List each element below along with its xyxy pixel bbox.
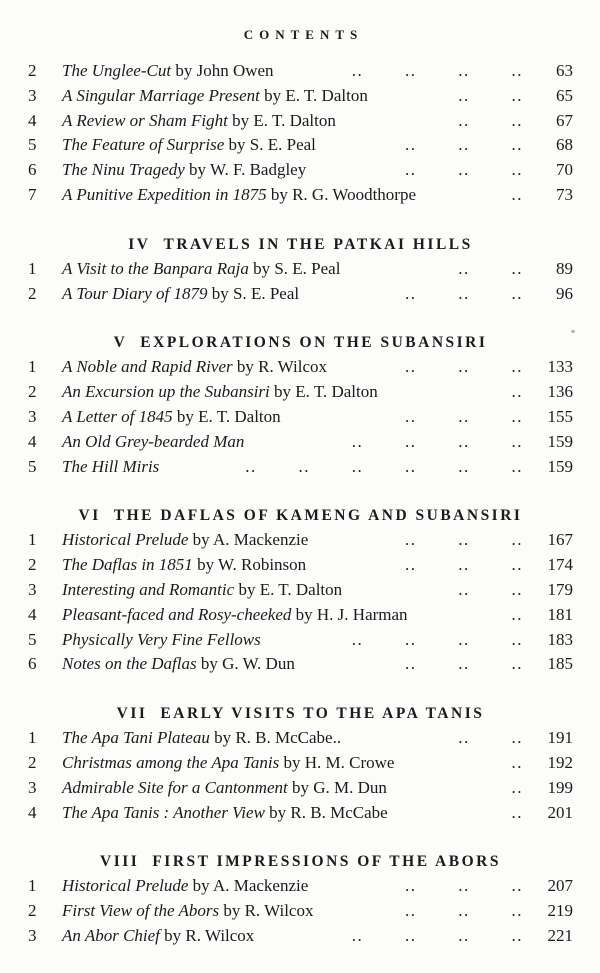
entry-title: A Review or Sham Fight bbox=[62, 110, 228, 130]
entry-text bbox=[62, 553, 306, 578]
section-numeral: VIII bbox=[100, 853, 140, 871]
dot-leader: .. .. .. bbox=[405, 555, 523, 575]
entry-title: A Visit to the Banpara Raja bbox=[62, 258, 249, 278]
entry-text bbox=[62, 801, 388, 826]
entry-title: Christmas among the Apa Tanis bbox=[62, 752, 280, 772]
entry-author: by R. B. McCabe bbox=[264, 802, 388, 822]
entry-number: 2 bbox=[28, 752, 37, 772]
entry-text bbox=[62, 899, 313, 924]
toc-entry bbox=[28, 133, 573, 158]
entry-author: by R. B. McCabe.. bbox=[209, 728, 342, 748]
entry-text bbox=[62, 776, 387, 801]
toc-entry bbox=[28, 109, 573, 134]
toc-entry bbox=[28, 776, 573, 801]
entry-title: Admirable Site for a Cantonment bbox=[62, 777, 288, 797]
toc-entry bbox=[28, 751, 573, 776]
toc-entry bbox=[28, 380, 573, 405]
entry-text bbox=[62, 652, 295, 677]
entry-text bbox=[62, 578, 342, 603]
entry-title: The Daflas in 1851 bbox=[62, 555, 193, 575]
entry-page-number: 63 bbox=[556, 61, 573, 80]
entry-text bbox=[62, 924, 254, 949]
entry-text bbox=[62, 282, 299, 307]
dot-leader: .. bbox=[511, 604, 523, 624]
entry-page-number: 96 bbox=[556, 283, 573, 303]
entry-title: Historical Prelude bbox=[62, 876, 189, 896]
entry-text bbox=[62, 603, 408, 628]
entry-number: 4 bbox=[28, 110, 37, 130]
dot-leader: .. .. .. .. .. .. bbox=[245, 456, 523, 476]
entry-number: 1 bbox=[28, 728, 37, 748]
entry-number: 4 bbox=[28, 604, 37, 624]
entry-title: A Letter of 1845 bbox=[62, 406, 173, 426]
toc-entry bbox=[28, 59, 573, 84]
entry-number: 1 bbox=[28, 357, 37, 377]
entry-number: 3 bbox=[28, 406, 37, 426]
entry-text bbox=[62, 874, 308, 899]
entry-number: 1 bbox=[28, 876, 37, 896]
entry-number: 5 bbox=[28, 456, 37, 476]
toc-entry bbox=[28, 553, 573, 578]
entry-text bbox=[62, 528, 308, 553]
entry-page-number: 136 bbox=[547, 382, 573, 402]
section-entries bbox=[28, 59, 573, 208]
entry-page-number: 183 bbox=[547, 629, 573, 649]
dot-leader: .. .. .. .. bbox=[351, 431, 523, 451]
entry-page-number: 199 bbox=[547, 777, 573, 797]
entry-number: 2 bbox=[28, 283, 37, 303]
entry-author: by S. E. Peal bbox=[207, 283, 300, 303]
entry-title: A Noble and Rapid River bbox=[62, 357, 233, 377]
section-heading bbox=[28, 849, 573, 874]
entry-author: by John Owen bbox=[171, 61, 274, 80]
entry-page-number: 191 bbox=[547, 728, 573, 748]
section-entries bbox=[28, 257, 573, 307]
entry-number: 4 bbox=[28, 431, 37, 451]
entry-author: by W. Robinson bbox=[192, 555, 307, 575]
toc-entry bbox=[28, 355, 573, 380]
section-numeral: VII bbox=[116, 705, 148, 723]
toc-entry bbox=[28, 628, 573, 653]
entry-text bbox=[62, 455, 159, 480]
entry-page-number: 201 bbox=[547, 802, 573, 822]
toc-entry bbox=[28, 899, 573, 924]
entry-page-number: 207 bbox=[547, 876, 573, 896]
entry-author: by E. T. Dalton bbox=[227, 110, 336, 130]
entry-author: by E. T. Dalton bbox=[269, 382, 378, 402]
entry-page-number: 174 bbox=[547, 555, 573, 575]
dot-leader: .. .. .. bbox=[405, 283, 523, 303]
dot-leader: .. .. .. bbox=[405, 135, 523, 155]
entry-number: 3 bbox=[28, 925, 37, 945]
section-title: EARLY VISITS TO THE APA TANIS bbox=[160, 705, 485, 723]
dot-leader: .. .. .. bbox=[405, 654, 523, 674]
toc-section bbox=[28, 330, 573, 479]
entry-page-number: 181 bbox=[547, 604, 573, 624]
entry-page-number: 185 bbox=[547, 654, 573, 674]
toc-entry bbox=[28, 158, 573, 183]
entry-title: An Abor Chief bbox=[62, 925, 160, 945]
entry-author: by W. F. Badgley bbox=[184, 160, 307, 180]
entry-number: 6 bbox=[28, 654, 37, 674]
section-title: EXPLORATIONS ON THE SUBANSIRI bbox=[140, 334, 488, 352]
entry-text bbox=[62, 751, 394, 776]
entry-page-number: 89 bbox=[556, 258, 573, 278]
entry-text bbox=[62, 257, 340, 282]
section-heading bbox=[28, 330, 573, 355]
dot-leader: .. .. .. bbox=[405, 406, 523, 426]
entry-text bbox=[62, 430, 244, 455]
entry-text bbox=[62, 628, 261, 653]
dot-leader: .. .. .. .. bbox=[351, 629, 523, 649]
entry-author: by A. Mackenzie bbox=[188, 530, 309, 550]
entry-number: 1 bbox=[28, 258, 37, 278]
toc-entry bbox=[28, 257, 573, 282]
toc-entry bbox=[28, 282, 573, 307]
section-title: FIRST IMPRESSIONS OF THE ABORS bbox=[152, 853, 501, 871]
dot-leader: .. .. bbox=[458, 85, 523, 105]
entry-title: First View of the Abors bbox=[62, 901, 220, 921]
entry-author: by G. W. Dun bbox=[196, 654, 295, 674]
entry-page-number: 73 bbox=[556, 184, 573, 204]
entry-title: The Apa Tani Plateau bbox=[62, 728, 210, 748]
section-heading bbox=[28, 701, 573, 726]
toc-section bbox=[28, 59, 573, 208]
entry-number: 2 bbox=[28, 382, 37, 402]
entry-title: An Old Grey-bearded Man bbox=[62, 431, 245, 451]
entry-number: 3 bbox=[28, 85, 37, 105]
entry-number: 2 bbox=[28, 555, 37, 575]
dot-leader: .. bbox=[511, 752, 523, 772]
entry-page-number: 179 bbox=[547, 579, 573, 599]
entry-number: 5 bbox=[28, 629, 37, 649]
entry-author: by E. T. Dalton bbox=[259, 85, 368, 105]
toc-entry bbox=[28, 528, 573, 553]
entry-author: by R. Wilcox bbox=[219, 901, 314, 921]
entry-number: 2 bbox=[28, 61, 37, 80]
entry-title: The Hill Miris bbox=[62, 456, 160, 476]
toc-section bbox=[28, 701, 573, 825]
section-heading bbox=[28, 232, 573, 257]
entry-page-number: 65 bbox=[556, 85, 573, 105]
toc-section bbox=[28, 849, 573, 948]
toc-entry bbox=[28, 183, 573, 208]
toc-entry bbox=[28, 652, 573, 677]
dot-leader: .. .. bbox=[458, 110, 523, 130]
dot-leader: .. bbox=[511, 382, 523, 402]
entry-page-number: 159 bbox=[547, 431, 573, 451]
entry-number: 1 bbox=[28, 530, 37, 550]
entry-number: 2 bbox=[28, 901, 37, 921]
section-title: THE DAFLAS OF KAMENG AND SUBANSIRI bbox=[113, 507, 523, 525]
entry-page-number: 221 bbox=[547, 925, 573, 945]
dot-leader: .. bbox=[511, 802, 523, 822]
entry-text bbox=[62, 109, 336, 134]
entry-number: 3 bbox=[28, 579, 37, 599]
entry-page-number: 68 bbox=[556, 135, 573, 155]
section-numeral: IV bbox=[128, 235, 151, 253]
entry-title: An Excursion up the Subansiri bbox=[62, 382, 270, 402]
entry-text bbox=[62, 405, 281, 430]
entry-page-number: 192 bbox=[547, 752, 573, 772]
entry-page-number: 155 bbox=[547, 406, 573, 426]
section-entries bbox=[28, 528, 573, 677]
entry-text bbox=[62, 59, 274, 84]
entry-title: A Tour Diary of 1879 bbox=[62, 283, 208, 303]
entry-number: 5 bbox=[28, 135, 37, 155]
dot-leader: .. .. .. bbox=[405, 901, 523, 921]
entry-author: by H. M. Crowe bbox=[279, 752, 395, 772]
section-entries bbox=[28, 726, 573, 825]
toc-entry bbox=[28, 603, 573, 628]
dot-leader: .. .. .. .. bbox=[351, 925, 523, 945]
entry-author: by R. G. Woodthorpe bbox=[266, 184, 417, 204]
toc-entry bbox=[28, 405, 573, 430]
entry-number: 6 bbox=[28, 160, 37, 180]
toc-section bbox=[28, 232, 573, 307]
entry-author: by R. Wilcox bbox=[232, 357, 327, 377]
toc-entry bbox=[28, 924, 573, 949]
entry-text bbox=[62, 158, 306, 183]
toc-entry bbox=[28, 801, 573, 826]
entry-page-number: 67 bbox=[556, 110, 573, 130]
entry-page-number: 133 bbox=[547, 357, 573, 377]
dot-leader: .. .. bbox=[458, 728, 523, 748]
entry-title: Interesting and Romantic bbox=[62, 579, 235, 599]
dot-leader: .. bbox=[511, 777, 523, 797]
section-title: TRAVELS IN THE PATKAI HILLS bbox=[163, 235, 473, 253]
toc-section bbox=[28, 503, 573, 677]
dot-leader: .. bbox=[511, 184, 523, 204]
entry-page-number: 167 bbox=[547, 530, 573, 550]
entry-page-number: 70 bbox=[556, 160, 573, 180]
entry-page-number: 159 bbox=[547, 456, 573, 476]
entry-title: Notes on the Daflas bbox=[62, 654, 197, 674]
section-numeral: V bbox=[113, 334, 128, 352]
toc-sections bbox=[28, 59, 573, 949]
scan-speck bbox=[571, 330, 575, 333]
entry-number: 4 bbox=[28, 802, 37, 822]
entry-author: by S. E. Peal bbox=[224, 135, 316, 155]
dot-leader: .. .. .. bbox=[405, 876, 523, 896]
section-entries bbox=[28, 355, 573, 479]
dot-leader: .. .. .. bbox=[405, 530, 523, 550]
entry-text bbox=[62, 133, 316, 158]
toc-entry bbox=[28, 578, 573, 603]
entry-title: A Punitive Expedition in 1875 bbox=[62, 184, 267, 204]
entry-number: 7 bbox=[28, 184, 37, 204]
dot-leader: .. .. .. bbox=[405, 357, 523, 377]
toc-entry bbox=[28, 84, 573, 109]
section-entries bbox=[28, 874, 573, 948]
entry-text bbox=[62, 726, 341, 751]
entry-author: by E. T. Dalton bbox=[172, 406, 281, 426]
entry-number: 3 bbox=[28, 777, 37, 797]
entry-title: Physically Very Fine Fellows bbox=[62, 629, 261, 649]
entry-author: by E. T. Dalton bbox=[234, 579, 343, 599]
entry-title: Pleasant-faced and Rosy-cheeked bbox=[62, 604, 292, 624]
entry-title: The Feature of Surprise bbox=[62, 135, 225, 155]
entry-text bbox=[62, 84, 368, 109]
section-heading bbox=[28, 503, 573, 528]
entry-author: by A. Mackenzie bbox=[188, 876, 309, 896]
entry-title: The Apa Tanis : Another View bbox=[62, 802, 265, 822]
entry-title: Historical Prelude bbox=[62, 530, 189, 550]
entry-title: A Singular Marriage Present bbox=[62, 85, 260, 105]
section-numeral: VI bbox=[78, 507, 101, 525]
page-title: CONTENTS bbox=[243, 27, 364, 42]
toc-entry bbox=[28, 455, 573, 480]
dot-leader: .. .. bbox=[458, 258, 523, 278]
entry-title: The Ninu Tragedy bbox=[62, 160, 185, 180]
dot-leader: .. .. .. bbox=[405, 160, 523, 180]
entry-author: by G. M. Dun bbox=[287, 777, 387, 797]
entry-author: by H. J. Harman bbox=[291, 604, 408, 624]
entry-text bbox=[62, 380, 378, 405]
entry-author: by S. E. Peal bbox=[248, 258, 341, 278]
entry-text bbox=[62, 355, 327, 380]
entry-title: The Unglee-Cut bbox=[62, 61, 172, 80]
toc-entry bbox=[28, 726, 573, 751]
dot-leader: .. .. bbox=[458, 579, 523, 599]
entry-page-number: 219 bbox=[547, 901, 573, 921]
toc-entry bbox=[28, 874, 573, 899]
toc-entry bbox=[28, 430, 573, 455]
entry-text bbox=[62, 183, 416, 208]
entry-author: by R. Wilcox bbox=[159, 925, 255, 945]
dot-leader: .. .. .. .. bbox=[351, 61, 523, 80]
